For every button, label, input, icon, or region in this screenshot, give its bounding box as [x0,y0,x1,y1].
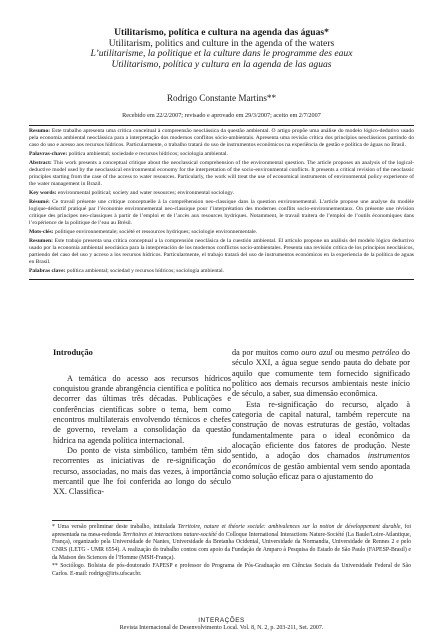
title-english: Utilitarism, politics and culture in the agenda of the waters [108,37,335,49]
keywords-label: Palavras-chave: [29,151,68,158]
keywords-text: politique environnementale; société et ressources hydriques; sociologie environnementale. [53,229,258,235]
title-block [40,28,403,71]
text-run: * Uma versão preliminar deste trabalho, intitulada [52,524,178,530]
text-run: do Colloque International Interactions Nature-Société (La Baule/Loire-Atlantique, França), organizado pela Universidade de Nantes, Universidade da Bretanha Ocidental, Universidade da Normandia, Universidade de Rennes 2 e pelo CNRS (LETG - UMR 6554). A realização do trabalho contou com apoio da Fundação de Amparo à Pesquisa do Estado de São Paulo (FAPESP-Brasil) e da Maison des Sciences de l’Homme (MSH-França). [52,531,411,561]
keywords-label: Mots-clés: [29,229,54,235]
abstract-text: Este trabajo presenta una crítica conceptual a la comprensión neoclásica de la cuestión ambiental. El artículo propone un análisis del modelo lógico deductivo usado por la economía ambiental neoclásica para la interpretación de los modernos conflictos socio-ambientales. Presenta una revisión crítica de los principios neoclásicos, partiendo del caso del uso y acceso a los recursos hídricos. Particularmente, el trabajo tratará del uso de instrumentos económicos en la experiencia de la política de aguas en Brasil. [29,237,414,266]
emphasis-text: petróleo [372,348,400,357]
abstract-label: Abstract: [29,159,52,166]
abstract-text: Este trabalho apresenta uma crítica conceitual à compreensão neoclássica da questão ambiental. O artigo propõe uma análise do modelo lógico-dedutivo usado pela economia ambiental neoclássica para a interpretação dos modernos conflitos sócio-ambientais. Apresenta uma revisão crítica dos princípios neoclássicos partindo do caso do uso e acesso aos recursos hídricos. Particularmente, o trabalho tratará do uso de instrumentos econômicos na experiência de gestão e política de águas no Brasil. [29,128,414,149]
abstract-text: Ce travail présente une critique conceptuelle à la compréhension neo-classique dans la question environnemental. L’article propose une analyse du modèle logique-déductif pratiqué par l’économie environnemental neo-classique pour l’interprétation des modernes conflits socio-environnementaux. On présente une révision critique des principes neo-classiques à partir de l’emploi et de l’accès aux resources hydriques. Notamment, le travail traitera de l’emploi de l’outils économiques dans l’expérience de la politique de l’eau au Brésil. [29,198,414,227]
keywords-es [29,268,414,275]
body-paragraph: Do ponto de vista simbólico, também têm sido recorrentes as iniciativas de re-significação do recurso, associadas, no mais das vezes, à importância mercantil que lhe foi conferida ao longo do século XX. Classifica- [53,445,231,497]
body-paragraph: A temática do acesso aos recursos hídricos conquistou grande abrangência científica e política no decorrer das últimas três décadas. Publicações e conferências científicas sobre o tema, bem como encontros multilaterais envolvendo técnicos e chefes de governo, revelam a consolidação da questão hídrica na agenda política internacional. [53,373,231,445]
body-paragraph [232,348,410,400]
body-column-left [53,348,231,498]
text-run: ** Sociólogo. Bolsista de pós-doutorado FAPESP e professor do Programa de Pós-Graduação em Ciências Sociais da Universidade Federal de São Carlos. E-mail: rodrigo@iris.ufscar.br. [52,563,411,577]
emphasis-text: ouro azul [301,348,333,357]
section-heading: Introdução [53,348,93,357]
abstract-fr [29,199,414,228]
abstract-label: Résumé: [29,198,50,205]
text-run: ou mesmo [332,348,372,357]
text-run: de gestão ambiental vem sendo apontada como solução eficaz para o ajustamento do [232,461,410,481]
abstract-label: Resumen: [29,237,53,244]
text-run: do século XXI, a água segue sendo pauta do debate por aquilo que comumente tem fornecido significado político aos demais recursos ambientais neste início de século, a saber, sua dimensão econômica. [232,348,411,399]
text-run: da por muitos como [232,348,302,357]
keywords-pt [29,151,414,158]
footnote [52,563,411,578]
text-run: , foi apresentada na mesa-redonda [52,524,411,538]
abstract-es [29,238,414,267]
keywords-label: Key words: [29,190,57,197]
title-portuguese: Utilitarismo, política e cultura na agenda das águas* [114,27,329,38]
received-dates: Recebido em 22/2/2007; revisado e aprovado em 29/3/2007; aceito em 2/7/2007 [122,112,321,119]
abstract-label: Resumo: [29,128,51,134]
emphasis-text: Territoires et interactions nature-société [122,531,217,538]
footnote [52,524,411,562]
journal-citation: Revista Internacional de Desenvolvimento Local. Vol. 8, N. 2, p. 203-211, Set. 2007. [119,624,324,631]
keywords-en [29,190,414,197]
title-french: L’utilitarisme, la politique et la culture dans le programme des eaux [90,48,353,60]
keywords-text: política ambiental; sociedad y recursos hídricos; sociología ambiental. [65,267,225,274]
journal-name: INTERAÇÕES [198,617,245,624]
page-footer [0,617,443,632]
abstract-en [29,160,414,189]
footnote-divider [52,520,132,521]
emphasis-text: instrumentos econômicos [232,451,410,471]
title-spanish: Utilitarismo, política y cultura en la agenda de las aguas [111,59,332,71]
text-run: Esta re-significação do recurso, alçado à categoria de capital natural, também repercute na construção de novas estruturas de gestão, voltadas fundamentalmente para o ideal econômico da alocação eficiente dos fatores de produção. Neste sentido, a adoção dos chamados [232,399,410,461]
keywords-text: política ambiental; sociedade e recursos hídricos; sociologia ambiental. [67,151,228,158]
keywords-fr [29,229,414,236]
body-column-right [232,348,410,482]
keywords-text: environmental political; society and water resources; environmental sociology. [56,190,234,197]
emphasis-text: Territoire, nature et théorie sociale: ambivalences sur la notion de développement durable [177,524,401,530]
abstract-pt [29,128,414,149]
author-name: Rodrigo Constante Martins** [166,93,277,103]
body-paragraph [232,400,410,483]
abstracts-box [29,125,414,280]
keywords-label: Palabras clave: [29,267,66,274]
footnotes [52,524,411,579]
abstract-text: This work presents a conceptual critique about the neoclassical comprehension of the environmental question. The article proposes an analysis of the logical-deductive model used by the neoclassical environmental economy for the interpretation of the socio-environmental conflicts. It presents a critical revision of the neoclassic principles starting from the case of the access to water resources. Particularly, the work will treat the use of economical instruments of environmental policy experience of the water management in Brazil. [29,159,414,188]
